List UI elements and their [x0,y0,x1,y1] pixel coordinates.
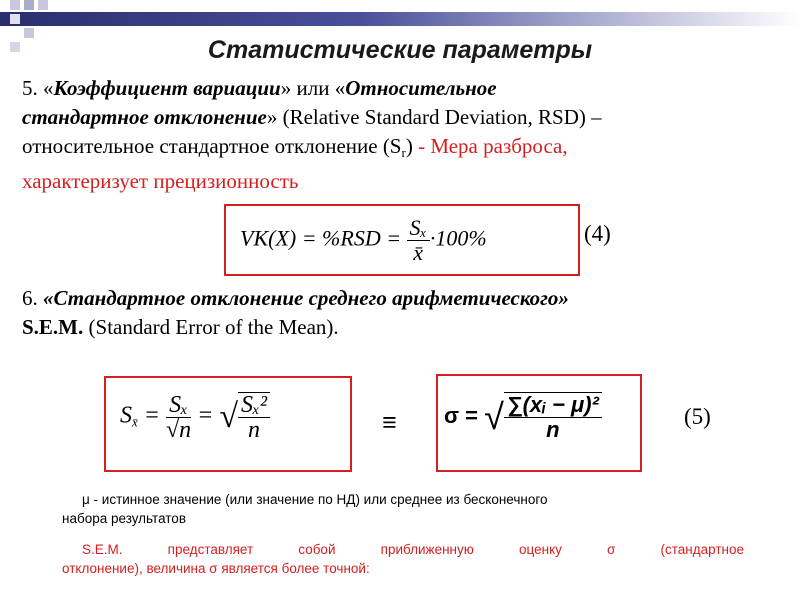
quote: « [334,76,346,100]
sem-note [62,540,744,578]
formula4-rhs: ·100% [429,225,487,251]
sem-note-line1: S.E.M. представляет собой приближенную оценку σ (стандартное [82,542,744,557]
sem-abbr: S.E.M. [22,315,84,339]
term-relative-std-part2: стандартное отклонение [22,105,267,129]
item5-paragraph [22,74,772,196]
formula4-fraction [407,216,430,265]
formula5-fraction2 [238,392,270,442]
formula5-sigma [444,392,602,442]
formula4-lhs: VK(X) = %RSD = [240,225,402,251]
sqrt-sign: √ [219,398,239,435]
item6-line2 [22,313,772,342]
formula4-label: (4) [584,221,611,246]
connector-text: или [296,76,330,100]
mu-note-line1: μ - истинное значение (или значение по НД) или среднее из бесконечного [82,492,548,507]
sem-symbol: S [120,402,132,429]
english-name: (Relative Standard Deviation, RSD) – [282,105,602,129]
deco-square [24,0,34,10]
formula5-right-box [436,374,642,472]
term-coefficient-variation: Коэффициент вариации [53,76,281,100]
item5-line4: характеризует прецизионность [22,169,299,193]
mu-note [62,490,744,528]
formula5-left-box [104,376,352,472]
fraction-numerator: Sₓ [166,393,191,418]
quote: » [266,105,278,129]
subscript: x̄ [132,414,138,430]
formula5-label: (5) [684,404,711,429]
item-number: 5. [22,76,38,100]
deco-square [10,0,20,10]
english-name: (Standard Error of the Mean). [88,315,339,339]
formula4-box [224,204,580,276]
fraction-denominator: n [248,417,261,443]
term-relative-std-part1: Относительное [345,76,497,100]
fraction-denominator: n [546,417,560,442]
subscript: r [401,145,406,160]
quote: « [43,76,54,100]
term-sem: «Стандартное отклонение среднего арифметического» [43,286,569,310]
item5-line2 [22,103,772,132]
item-number: 6. [22,286,38,310]
deco-square [10,14,20,24]
equals-sign: = [197,402,214,429]
formula5-sum-fraction [504,392,602,442]
slide-title: Статистические параметры [207,36,593,64]
equivalence-sign: ≡ [382,408,397,437]
sigma-symbol: σ = [444,402,479,428]
formula5-left [120,392,270,442]
item5-line3 [22,132,772,167]
fraction-numerator: Sₓ [407,216,430,241]
fraction-numerator: Sₓ² [238,393,270,418]
quote: » [280,76,292,100]
sem-note-line2: отклонение), величина σ является более точной: [62,561,370,576]
formula4 [240,216,487,265]
measure-text: - Мера разброса, [418,134,568,158]
definition-text: относительное стандартное отклонение (S [22,134,402,158]
equals-sign: = [143,402,160,429]
item5-line1 [22,74,772,103]
definition-text: ) [405,134,413,158]
fraction-denominator: x̄ [413,240,424,265]
item6-line1 [22,284,772,313]
sqrt-sign: √ [484,396,504,437]
fraction-denominator: √n [165,416,192,443]
header-band [0,12,800,26]
item6-paragraph [22,284,772,342]
fraction-numerator: ∑(xᵢ − μ)² [504,393,602,418]
formula5-fraction1 [166,393,191,442]
mu-note-line2: набора результатов [62,511,186,526]
deco-square [38,0,48,10]
